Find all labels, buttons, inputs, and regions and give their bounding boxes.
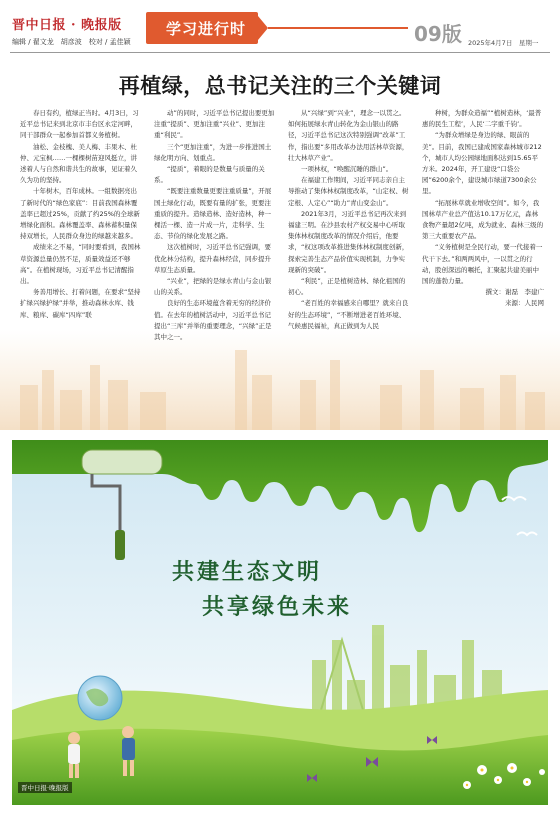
editor-credits: 编辑 / 翟文龙 胡彦波 校对 / 孟佳颖 — [12, 38, 131, 46]
poster-slogan-line-2: 共享绿色未来 — [202, 595, 353, 620]
image-credit: 晋中日报·晚报版 — [18, 782, 72, 793]
paragraph: “既要注重数量更要注重质量”，开展国土绿化行动，既要有量的扩张，更要注重质的提升。造绿造林、造好造林，种一棵活一棵、造一片成一片，走科学、生态、节俭的绿化发展之路。 — [154, 187, 272, 241]
source-line: 来源：人民网 — [505, 299, 544, 308]
paragraph: 十年树木，百年成林。一组数据亮出了新时代的“绿色家底”：目前我国森林覆盖率已超过25%，贡献了约25%的全球新增绿化面积。森林覆盖率、森林蓄积量保持双增长，人民群众身边的绿越来越多。 — [20, 187, 140, 241]
article-column-3 — [288, 108, 410, 332]
masthead-logo: 晋中日报 · 晚报版 — [12, 18, 122, 33]
paragraph: 种树，为群众造福”“植树造林，‘最普惠的民生工程’，人民‘二字重千钧’。 — [422, 109, 542, 129]
section-title: 学习进行时 — [166, 20, 247, 38]
paragraph: “老百姓的幸福感来自哪里？就来自良好的生态环境”，“不断增进老百姓环境、气候惠民福祉，真正做到为人民 — [288, 299, 409, 330]
paragraph: 在福建工作期间，习近平同志亲自主导推动了集体林权制度改革，“山定权、树定根、人定心”“助力”青山变金山”。 — [288, 176, 409, 207]
article-column-4 — [422, 108, 544, 310]
paragraph: 这次植树时，习近平总书记强调，要优化林分结构，提升森林经营，同步提升草原生态质量。 — [154, 243, 271, 274]
paragraph: 良好的生态环境蕴含着无穷的经济价值。在去年的植树活动中，习近平总书记提出“三库”并举的重要理念，“兴绿”正是其中之一。 — [154, 299, 272, 342]
section-tab — [146, 12, 258, 44]
poster-illustration — [12, 440, 548, 805]
paragraph: “兴业”，把绿的是绿水青山与金山银山的关系。 — [154, 277, 272, 297]
poster-slogan-line-1: 共建生态文明 — [172, 560, 323, 585]
paragraph: 油松、金枝槐、美人梅、丰果木、杜仲、元宝枫……一棵棵树苗迎风挺立，讲述着人与自然和谐共生的故事，见证着久久为功的坚持。 — [20, 142, 137, 185]
paragraph: 一项林权，“唤醒沉睡的群山”。 — [301, 165, 393, 174]
paragraph: 三个“更加注重”，为进一步推进国土绿化明方向、划重点。 — [154, 142, 272, 162]
paragraph: “义务植树是全民行动，要一代接着一代干下去。”和两两风中，一以贯之的行动，股创深远的嘱托，汇聚起共建美丽中国的蓬勃力量。 — [422, 243, 543, 286]
paragraph: 从“兴绿”到“兴业”，理念一以贯之。如何拓展绿水青山转化为金山银山的路径，习近平总书记这次特别强调“改革”工作，指出要“多用改革办法用活林草资源，壮大林草产业”。 — [288, 109, 409, 162]
author-byline: 撰文：谢磊 李建广 — [485, 288, 544, 297]
article-column-2 — [154, 108, 276, 343]
issue-date: 2025年4月7日 星期一 — [468, 39, 539, 47]
paragraph: “利民”，正是植树造林、绿化祖国的初心。 — [288, 277, 406, 297]
header-divider — [268, 27, 408, 29]
paragraph: 动”的同时，习近平总书记提出要更加注重“提质”、更加注重“兴业”、更加注重“利民”。 — [154, 109, 275, 140]
page-number: 09版 — [414, 22, 462, 46]
article-column-1 — [20, 108, 142, 321]
page-header — [0, 0, 560, 58]
paragraph: “提质”，着眼的是数量与质量的关系。 — [154, 165, 265, 185]
paragraph: 务善用增长、打着问题，在要求“坚持扩绿兴绿护绿”并举，推动森林水库、钱库、粮库、碳库“四库”联 — [20, 288, 141, 319]
green-future-poster — [12, 440, 548, 805]
header-rule — [10, 52, 550, 53]
article-headline: 再植绿，总书记关注的三个关键词 — [118, 74, 442, 98]
paragraph: “拓展林草就业增收空间”。如今，我国林草产业总产值达10.17万亿元，森林食物产量超2亿吨，成为就业、森林三级的第三大重要农产品。 — [422, 198, 544, 241]
paragraph: 成绩来之不易，“同时要看到，我国林草资源总量仍然不足，质量效益还不够高”。在植树现场，习近平总书记清醒指出。 — [20, 243, 141, 286]
paragraph: “为群众增绿是身边的绿、眼前的美”。目前，我国已建成国家森林城市212个，城市人均公园绿地面积达到15.65平方米。2024年，开工建设“口袋公园”6200余个，建设城市绿道7300余公里。 — [422, 131, 542, 196]
paragraph: 2021年3月，习近平总书记再次来到福建三明。在沙县农村产权交易中心听取集体林权制度改革的情况介绍后，他要求，“权这项改革推进集体林权制度创新，探索完善生态产品价值实现机制，力争实现新的突破”。 — [288, 209, 409, 274]
section-tab-arrow — [258, 16, 268, 40]
paragraph: 春日有约，植绿正当时。4月3日，习近平总书记来到北京市丰台区永定河畔，同干部群众一起参加首都义务植树。 — [20, 109, 139, 140]
article-body — [20, 108, 544, 418]
